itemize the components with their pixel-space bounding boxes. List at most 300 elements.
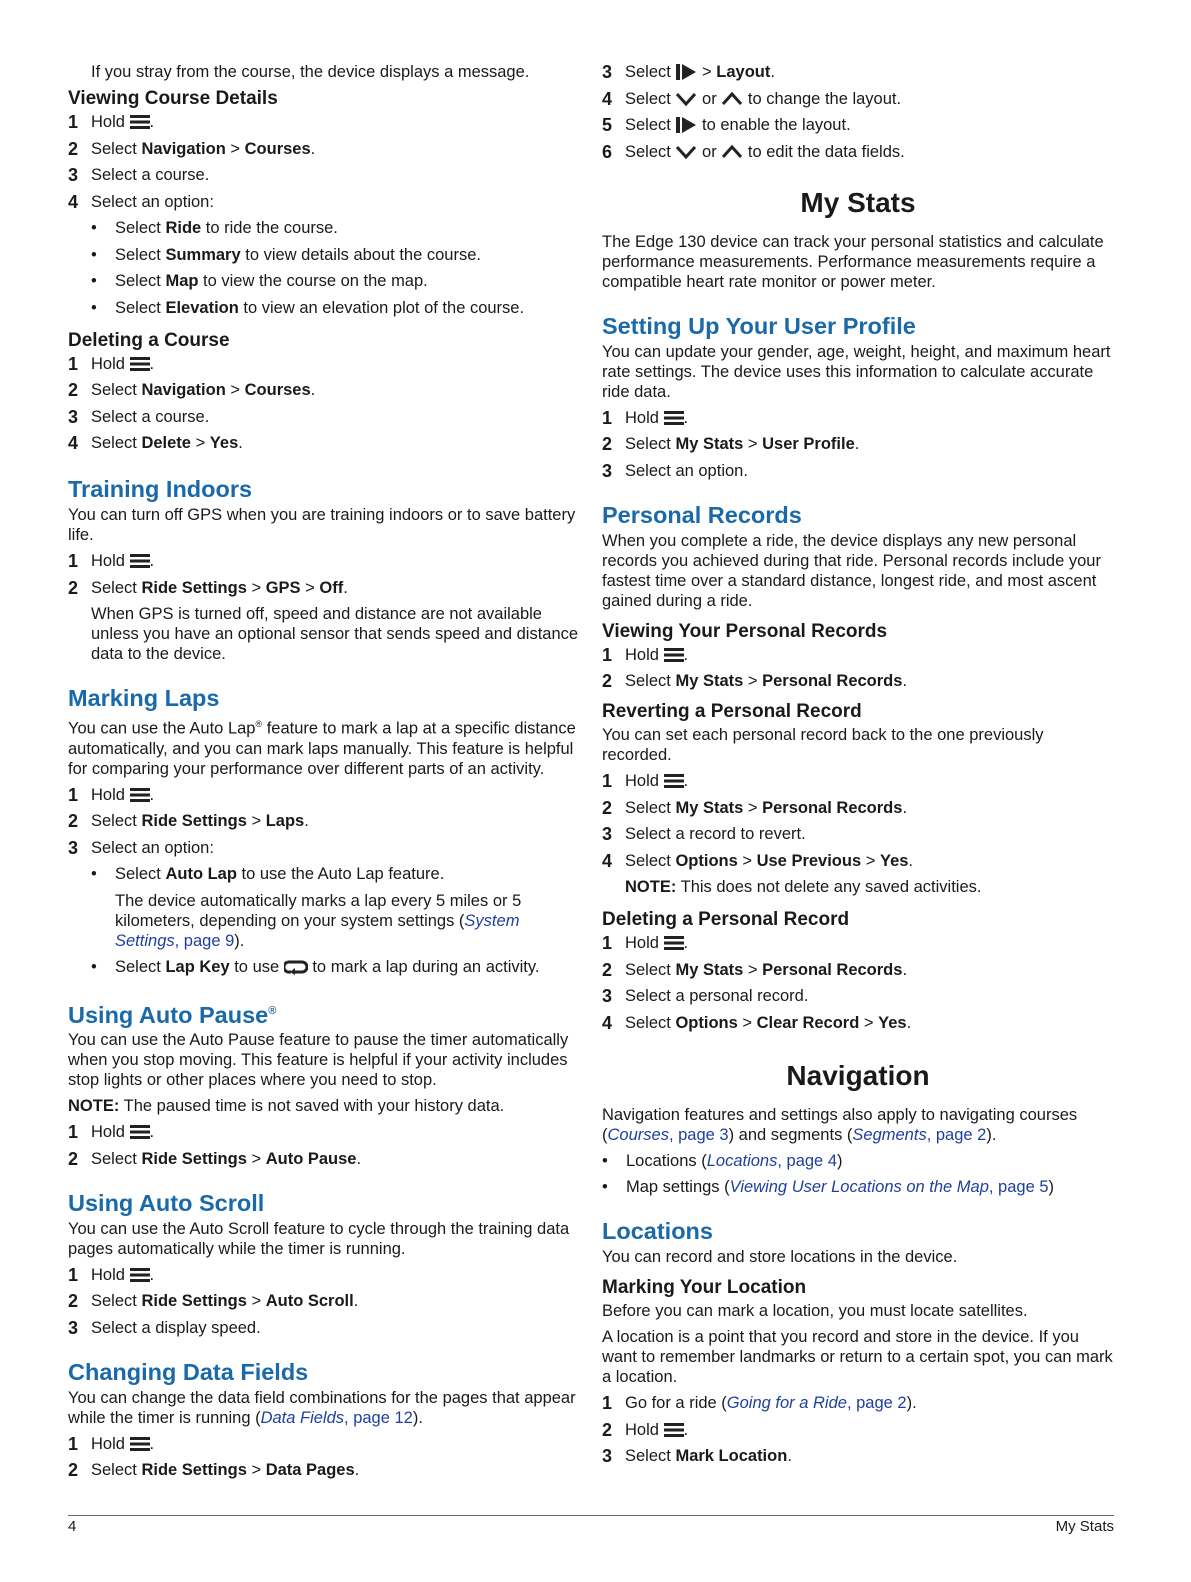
step [68, 1265, 580, 1285]
step-text: Select [91, 1461, 142, 1480]
auto-lap-note [115, 891, 580, 951]
note-text: The paused time is not saved with your history data. [119, 1097, 505, 1116]
marking-laps-intro [68, 714, 580, 779]
link-title[interactable]: System Settings [115, 911, 520, 950]
note-text: The device automatically marks a lap every 5 miles or 5 kilometers, depending on your system settings ( [115, 891, 522, 930]
option-elevation: Elevation [165, 298, 239, 317]
link-page[interactable]: , page 3 [668, 1125, 729, 1144]
step-number: 1 [602, 1393, 613, 1413]
intro-text: ). [986, 1125, 997, 1144]
step [68, 165, 580, 185]
menu-path-layout: Layout [716, 63, 771, 81]
page-number: 4 [68, 1518, 77, 1535]
link-title[interactable]: Data Fields [260, 1408, 345, 1427]
menu-icon [130, 553, 150, 569]
step-text: Hold [91, 1123, 130, 1142]
step-text: Hold [91, 113, 130, 131]
step [602, 408, 1114, 428]
step [602, 434, 1114, 454]
deleting-course-heading: Deleting a Course [68, 329, 230, 351]
step [68, 112, 580, 132]
step [602, 824, 1114, 844]
step [602, 933, 1114, 953]
marking-location-p2: A location is a point that you record and store in the device. If you want to remember landmarks or return to a certain spot, you can mark a location. [602, 1328, 1113, 1386]
locations-intro: You can record and store locations in the device. [602, 1248, 958, 1266]
link-page[interactable]: , page 4 [777, 1151, 837, 1170]
personal-records-heading: Personal Records [602, 501, 802, 528]
step [68, 551, 580, 571]
step-text: Hold [91, 552, 130, 570]
menu-path-navigation: Navigation [141, 139, 226, 158]
heading-text: Using Auto Pause [68, 1001, 269, 1028]
right-column [602, 62, 1114, 1473]
link-title[interactable]: Viewing User Locations on the Map [729, 1178, 989, 1196]
menu-icon [130, 1124, 150, 1140]
step-text: Select [625, 798, 676, 817]
bullet: • [91, 245, 97, 264]
note-label: NOTE: [625, 878, 677, 896]
step-text: . [149, 785, 155, 804]
step-text: Select [91, 434, 142, 452]
step-number: 1 [68, 784, 79, 805]
step [68, 354, 580, 374]
menu-icon [664, 647, 684, 663]
step-text: . [683, 934, 689, 952]
step-number: 2 [68, 1148, 79, 1169]
step-text: > [300, 578, 320, 597]
step-text: Select [91, 578, 142, 597]
step-number: 3 [602, 824, 613, 844]
menu-path-options: Options [675, 851, 738, 870]
menu-path-personal-records: Personal Records [762, 798, 903, 817]
menu-path-yes: Yes [209, 434, 239, 452]
step-text: . [770, 63, 775, 81]
auto-pause-note [68, 1096, 580, 1116]
step-number: 1 [68, 1264, 79, 1285]
step-text: Hold [91, 1434, 130, 1453]
step-text: . [310, 381, 316, 399]
menu-path-ride-settings: Ride Settings [141, 812, 247, 830]
link-page[interactable]: , page 5 [988, 1178, 1049, 1196]
step-text: > [743, 672, 763, 690]
step-number: 1 [602, 644, 613, 665]
step-text: Hold [625, 645, 664, 664]
data-fields-link[interactable] [261, 1409, 413, 1427]
marking-location-heading: Marking Your Location [602, 1277, 807, 1298]
step-number: 4 [602, 1012, 613, 1033]
step-text: . [149, 1434, 155, 1453]
menu-icon [664, 410, 684, 426]
intro-text: You can use the Auto Lap [68, 719, 256, 738]
footer-section-title: My Stats [1055, 1518, 1114, 1535]
bullet: • [91, 865, 97, 883]
step [68, 139, 580, 159]
navigation-heading: Navigation [786, 1059, 930, 1091]
step-text: Select [625, 142, 676, 161]
step-text: > [246, 1149, 266, 1168]
step-number: 2 [602, 671, 613, 691]
chevron-down-icon [675, 91, 697, 107]
step-text: > [225, 139, 245, 158]
step-text: . [343, 578, 348, 597]
deleting-record-heading: Deleting a Personal Record [602, 909, 850, 930]
step-text: Select [625, 63, 676, 81]
my-stats-heading: My Stats [800, 186, 916, 218]
step-text: Select a course. [91, 407, 210, 426]
link-title[interactable]: Going for a Ride [726, 1394, 847, 1412]
intro-text: ). [412, 1408, 423, 1427]
step-text: > [190, 434, 210, 452]
step-text: . [149, 1123, 155, 1142]
bullet: • [91, 272, 97, 290]
user-locations-map-link[interactable] [730, 1178, 1049, 1196]
step [68, 1434, 580, 1454]
link-page[interactable]: , page 12 [344, 1408, 413, 1427]
link-title[interactable]: Segments [852, 1125, 927, 1144]
menu-path-ride-settings: Ride Settings [141, 1461, 247, 1480]
bullet: • [91, 957, 97, 976]
step-text: Hold [91, 354, 130, 373]
step-text: > [743, 435, 763, 453]
step [602, 771, 1114, 791]
step-number: 3 [602, 1446, 613, 1466]
step-text: . [683, 645, 689, 664]
menu-path-mark-location: Mark Location [675, 1447, 788, 1465]
list-item [91, 271, 580, 291]
item-text: ) [837, 1151, 843, 1170]
link-page[interactable]: , page 2 [846, 1394, 907, 1412]
step-text: . [683, 408, 689, 427]
item-text: to use [229, 957, 284, 976]
step [68, 407, 580, 427]
menu-icon [664, 773, 684, 789]
step-text: > [859, 1013, 879, 1032]
menu-icon [130, 1436, 150, 1452]
gps-off-note: When GPS is turned off, speed and distance are not available unless you have an optional sensor that sends speed and distance data to the device. [91, 605, 579, 663]
item-text: to view details about the course. [240, 245, 481, 264]
segments-link[interactable] [852, 1126, 986, 1144]
menu-path-my-stats: My Stats [675, 672, 744, 690]
step-number: 3 [602, 986, 613, 1006]
item-text: Map settings ( [626, 1178, 730, 1196]
step [602, 960, 1114, 980]
step-text: Hold [91, 1265, 130, 1284]
menu-path-my-stats: My Stats [675, 435, 744, 453]
step-number: 2 [602, 1419, 613, 1440]
step-number: 1 [68, 112, 79, 132]
training-indoors-heading: Training Indoors [68, 476, 253, 502]
step-text: . [238, 434, 243, 452]
step-number: 3 [602, 62, 613, 82]
step-number: 4 [68, 191, 79, 212]
step-text: . [902, 798, 908, 817]
list-item [91, 218, 580, 238]
chevron-down-icon [675, 144, 697, 160]
step-text: . [353, 1292, 359, 1311]
step [602, 115, 1114, 135]
menu-path-data-pages: Data Pages [265, 1461, 355, 1480]
step-number: 2 [602, 434, 613, 454]
step-number: 2 [68, 1291, 79, 1312]
step-text: > [743, 960, 763, 979]
list-item [91, 864, 580, 884]
step-number: 2 [68, 577, 79, 598]
footer-rule [68, 1515, 1114, 1516]
locations-heading: Locations [602, 1218, 713, 1244]
step-text: Select a record to revert. [625, 825, 806, 843]
step-text: Select [625, 435, 676, 453]
navigation-intro [602, 1105, 1114, 1145]
viewing-course-details-heading: Viewing Course Details [68, 88, 278, 109]
step [68, 380, 580, 400]
step-number: 1 [602, 933, 613, 953]
step-number: 2 [602, 959, 613, 980]
step-number: 1 [602, 407, 613, 428]
menu-path-ride-settings: Ride Settings [141, 578, 247, 597]
step-number: 4 [602, 88, 613, 109]
menu-icon [664, 1422, 684, 1438]
registered-mark: ® [255, 719, 263, 729]
viewing-records-heading: Viewing Your Personal Records [602, 620, 888, 642]
step [602, 62, 1114, 82]
step-number: 1 [68, 1122, 79, 1143]
step-text: . [149, 1265, 155, 1284]
training-indoors-intro: You can turn off GPS when you are training indoors or to save battery life. [68, 506, 576, 544]
link-page[interactable]: , page 9 [174, 931, 235, 950]
step-text: Select [625, 960, 676, 979]
item-text: Select [115, 272, 166, 290]
item-text: ) [1048, 1178, 1055, 1196]
note-label: NOTE: [68, 1097, 120, 1116]
step-text: . [310, 139, 316, 158]
step-number: 2 [602, 797, 613, 818]
step-text: . [902, 960, 908, 979]
step-text: Select a course. [91, 166, 210, 184]
reverting-record-heading: Reverting a Personal Record [602, 701, 862, 722]
list-item [602, 1151, 1114, 1171]
item-text: to ride the course. [201, 219, 338, 237]
list-item [91, 957, 580, 977]
step-text: Select [625, 1013, 676, 1032]
item-text: to use the Auto Lap feature. [236, 865, 445, 883]
step-number: 2 [68, 811, 79, 831]
step-text: . [854, 435, 860, 453]
step-number: 3 [602, 460, 613, 481]
step [68, 1460, 580, 1480]
step [68, 192, 580, 212]
step-text: . [356, 1149, 362, 1168]
menu-path-ride-settings: Ride Settings [141, 1149, 247, 1168]
menu-path-auto-scroll: Auto Scroll [265, 1292, 354, 1311]
step-number: 2 [68, 138, 79, 159]
step [68, 1122, 580, 1142]
menu-path-my-stats: My Stats [675, 960, 744, 979]
reverting-record-intro: You can set each personal record back to the one previously recorded. [602, 726, 1044, 764]
step-text: Select [625, 1447, 676, 1465]
step-number: 2 [68, 380, 79, 400]
step-text: Select a personal record. [625, 987, 809, 1005]
locations-link[interactable] [707, 1152, 837, 1170]
my-stats-intro: The Edge 130 device can track your personal statistics and calculate performance measurements. Performance measurements require a compatible heart rate monitor or power meter. [602, 232, 1104, 291]
step-text: Hold [625, 1420, 664, 1439]
step-text: Hold [625, 408, 664, 427]
step-number: 4 [68, 433, 79, 453]
step-text: Go for a ride ( [625, 1394, 727, 1412]
menu-path-laps: Laps [265, 812, 305, 830]
lap-key-icon [284, 959, 308, 975]
menu-path-my-stats: My Stats [675, 798, 744, 817]
step-number: 3 [68, 1317, 79, 1338]
step [602, 1013, 1114, 1033]
menu-path-yes: Yes [879, 851, 909, 870]
left-column [68, 62, 580, 1487]
step [602, 671, 1114, 691]
step-text: . [304, 812, 309, 830]
courses-link[interactable] [608, 1126, 729, 1144]
item-text: to mark a lap during an activity. [307, 957, 540, 976]
auto-scroll-intro: You can use the Auto Scroll feature to cycle through the training data pages automatically while the timer is running. [68, 1219, 570, 1258]
step-text: > [246, 1292, 266, 1311]
step [68, 433, 580, 453]
menu-icon [130, 787, 150, 803]
step [602, 89, 1114, 109]
list-item [602, 1177, 1114, 1197]
link-title[interactable]: Locations [706, 1151, 778, 1170]
link-page[interactable]: , page 2 [926, 1125, 987, 1144]
step-text: to edit the data fields. [743, 142, 905, 161]
step [602, 1420, 1114, 1440]
step-text: > [246, 812, 266, 830]
step-number: 1 [602, 771, 613, 791]
step-number: 3 [68, 165, 79, 185]
step-text: Hold [625, 772, 664, 790]
step-text: ). [906, 1394, 917, 1412]
item-text: Select [115, 298, 166, 317]
registered-mark: ® [268, 1004, 277, 1017]
reverting-note [625, 877, 1114, 897]
marking-location-p1: Before you can mark a location, you must locate satellites. [602, 1302, 1028, 1320]
step-number: 1 [68, 353, 79, 374]
step-text: Select an option: [91, 192, 214, 211]
marking-laps-heading: Marking Laps [68, 685, 220, 711]
step-text: Select [91, 381, 142, 399]
chevron-up-icon [721, 91, 743, 107]
menu-icon [130, 114, 150, 130]
intro-text: Navigation features and settings also apply to navigating courses ( [602, 1105, 1078, 1144]
bullet: • [91, 298, 97, 317]
step-text: or [697, 142, 722, 161]
step-text: Select [91, 812, 142, 830]
step-number: 5 [602, 115, 613, 135]
bullet: • [91, 219, 97, 237]
step-text: > [246, 1461, 266, 1480]
option-auto-lap: Auto Lap [165, 865, 237, 883]
step-text: > [737, 851, 757, 870]
menu-path-ride-settings: Ride Settings [141, 1292, 247, 1311]
step-number: 3 [68, 406, 79, 427]
step [602, 1446, 1114, 1466]
going-for-ride-link[interactable] [727, 1394, 907, 1412]
step-number: 3 [68, 837, 79, 858]
user-profile-intro: You can update your gender, age, weight, height, and maximum heart rate settings. The device uses this information to calculate accurate ride data. [602, 342, 1111, 401]
link-title[interactable]: Courses [607, 1125, 669, 1144]
auto-scroll-heading: Using Auto Scroll [68, 1189, 265, 1216]
step [602, 142, 1114, 162]
step-text: Select [625, 116, 676, 134]
step [602, 645, 1114, 665]
intro-text: ) and segments ( [728, 1125, 853, 1144]
step-text: . [902, 672, 908, 690]
step-text: > [737, 1013, 757, 1032]
changing-data-fields-heading: Changing Data Fields [68, 1358, 309, 1385]
menu-icon [664, 935, 684, 951]
auto-pause-heading [68, 997, 580, 1029]
menu-path-auto-pause: Auto Pause [265, 1149, 357, 1168]
step [68, 1318, 580, 1338]
option-ride: Ride [165, 219, 202, 237]
chevron-up-icon [721, 144, 743, 160]
stray-message-text: If you stray from the course, the device displays a message. [91, 63, 530, 81]
step [602, 986, 1114, 1006]
menu-icon [130, 1267, 150, 1283]
intro-text: You can change the data field combinations for the pages that appear while the timer is running ( [68, 1388, 576, 1427]
step-number: 6 [602, 141, 613, 162]
option-lap-key: Lap Key [165, 957, 230, 976]
step [68, 811, 580, 831]
step-text: . [787, 1447, 792, 1465]
step-text: Select [91, 1149, 142, 1168]
step-text: . [149, 113, 155, 131]
user-profile-heading: Setting Up Your User Profile [602, 312, 916, 339]
step-text: > [743, 798, 763, 817]
item-text: Select [115, 219, 166, 237]
menu-path-use-previous: Use Previous [756, 851, 862, 870]
menu-path-courses: Courses [244, 139, 311, 158]
menu-path-off: Off [319, 578, 344, 597]
step-text: Select [625, 851, 676, 870]
step-text: > [861, 851, 880, 870]
option-summary: Summary [165, 245, 241, 264]
step-text: Select [625, 672, 676, 690]
bullet: • [602, 1178, 608, 1196]
step-number: 1 [68, 1433, 79, 1454]
step-text: Hold [91, 785, 130, 804]
bullet: • [602, 1151, 608, 1170]
step-text: or [697, 89, 722, 108]
item-text: Locations ( [626, 1151, 707, 1170]
step-number: 1 [68, 551, 79, 571]
menu-path-personal-records: Personal Records [762, 960, 903, 979]
step [68, 578, 580, 598]
step [68, 1149, 580, 1169]
menu-path-options: Options [675, 1013, 738, 1032]
step-text: Select [625, 89, 676, 108]
menu-icon [130, 356, 150, 372]
step-text: > [246, 578, 266, 597]
auto-pause-intro: You can use the Auto Pause feature to pause the timer automatically when you stop moving. This feature is helpful if your activity includes stop lights or other places where you need to stop. [68, 1031, 569, 1090]
item-text: Select [115, 865, 166, 883]
menu-path-personal-records: Personal Records [762, 672, 903, 690]
menu-path-clear-record: Clear Record [756, 1013, 860, 1032]
step-text: Select [91, 139, 142, 158]
menu-path-navigation: Navigation [141, 381, 226, 399]
step [68, 785, 580, 805]
menu-path-user-profile: User Profile [762, 435, 855, 453]
list-item [91, 245, 580, 265]
step-text: Select an option. [625, 461, 748, 480]
item-text: Select [115, 957, 166, 976]
menu-path-courses: Courses [244, 381, 311, 399]
